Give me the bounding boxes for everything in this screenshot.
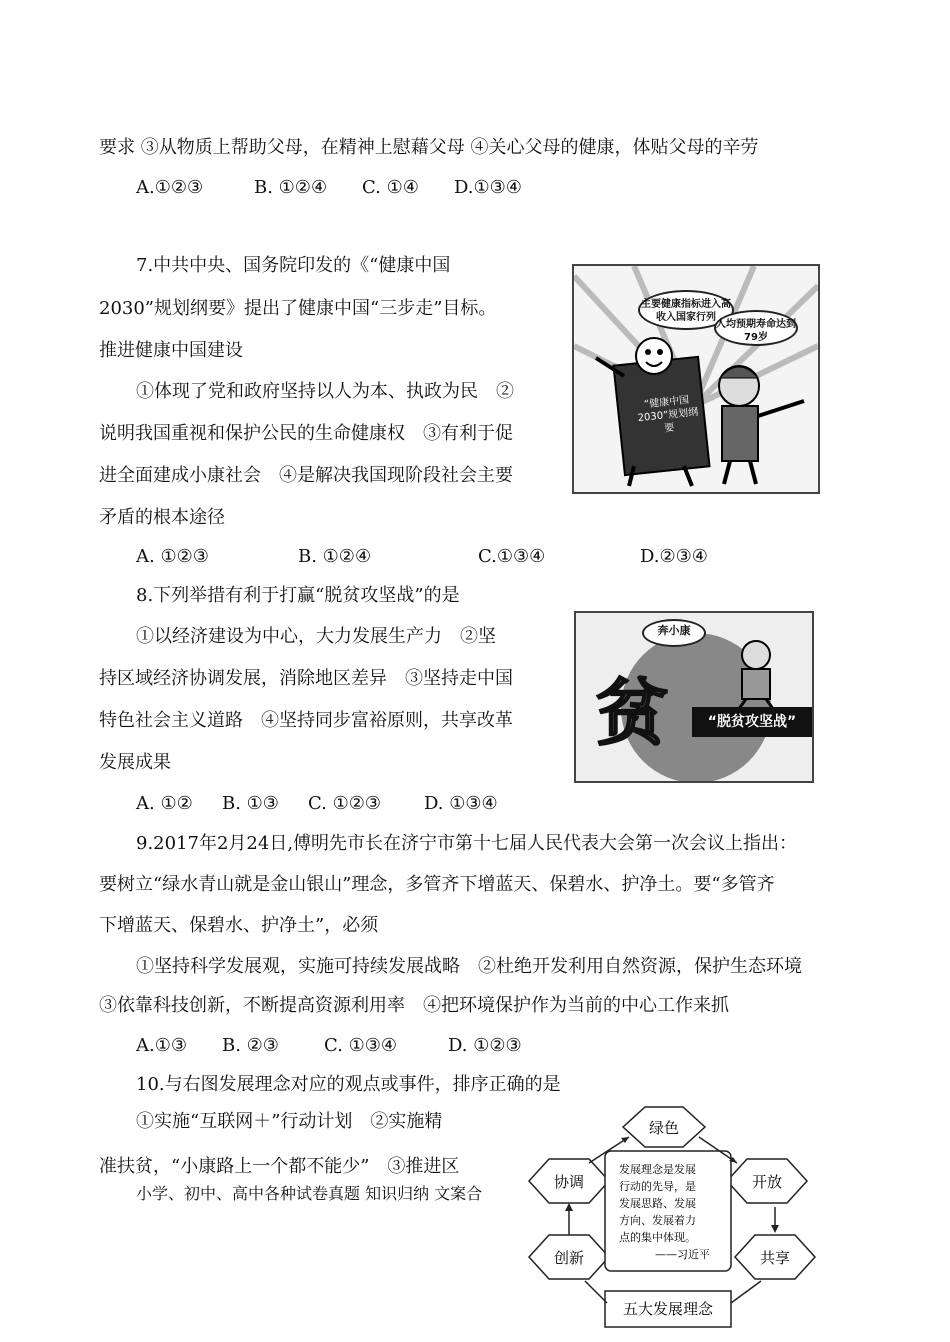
q9-stem-line: 下增蓝天、保碧水、护净土”，必须 xyxy=(99,915,379,936)
q7-options xyxy=(136,545,708,569)
q7-statement-line: ①体现了党和政府坚持以人为本、执政为民 ② xyxy=(136,381,514,402)
q9-option-c: C. ①③④ xyxy=(324,1035,397,1056)
q10-statement-line: 准扶贫，“小康路上一个都不能少” ③推进区 xyxy=(99,1156,460,1177)
q9-option-d: D. ①②③ xyxy=(448,1035,522,1056)
q8-statement-line: ①以经济建设为中心，大力发展生产力 ②坚 xyxy=(136,626,496,647)
q10-stem-line: 10.与右图发展理念对应的观点或事件，排序正确的是 xyxy=(136,1074,561,1095)
q7-statement-line: 说明我国重视和保护公民的生命健康权 ③有利于促 xyxy=(99,423,513,444)
five-development-concepts-diagram xyxy=(525,1103,825,1339)
q6-option-d: D.①③④ xyxy=(454,177,522,198)
q8-statement-line: 特色社会主义道路 ④坚持同步富裕原则，共享改革 xyxy=(99,710,513,731)
q9-option-a: A.①③ xyxy=(136,1035,187,1056)
q7-stem-line: 2030”规划纲要》提出了健康中国“三步走”目标。 xyxy=(99,298,497,319)
q9-stem-line: 要树立“绿水青山就是金山银山”理念，多管齐下增蓝天、保碧水、护净土。要“多管齐 xyxy=(99,874,775,895)
center-quote-line: 方向、发展着力 xyxy=(619,1214,696,1227)
bottom-label: 五大发展理念 xyxy=(622,1300,714,1318)
q7-stem-line: 推进健康中国建设 xyxy=(99,340,243,361)
hex-coordination-label: 协调 xyxy=(553,1173,585,1191)
q8-cartoon xyxy=(574,611,814,783)
center-quote-attribution: ——习近平 xyxy=(655,1248,710,1261)
q7-stem-line: 7.中共中央、国务院印发的《“健康中国 xyxy=(136,255,451,276)
center-quote-line: 点的集中体现。 xyxy=(619,1231,696,1244)
center-quote-line: 行动的先导，是 xyxy=(619,1180,696,1193)
q8-big-char: 贫 xyxy=(596,671,669,755)
q7-option-d: D.②③④ xyxy=(640,546,708,567)
q9-options xyxy=(136,1034,522,1058)
q8-option-b: B. ①③ xyxy=(222,793,279,814)
q7-cartoon xyxy=(572,264,820,494)
q6-option-a: A.①②③ xyxy=(136,177,204,198)
center-quote-line: 发展理念是发展 xyxy=(619,1163,696,1176)
q6-option-c: C. ①④ xyxy=(362,177,419,198)
q10-statement-line: ①实施“互联网＋”行动计划 ②实施精 xyxy=(136,1111,443,1132)
q6-option-b: B. ①②④ xyxy=(254,177,328,198)
q9-statement-line: ③依靠科技创新，不断提高资源利用率 ④把环境保护作为当前的中心工作来抓 xyxy=(99,995,729,1016)
hex-openness-label: 开放 xyxy=(751,1173,783,1191)
hex-sharing-label: 共享 xyxy=(759,1249,791,1267)
q8-stem-line: 8.下列举措有利于打赢“脱贫攻坚战”的是 xyxy=(136,585,460,606)
q7-option-a: A. ①②③ xyxy=(136,546,209,567)
q8-option-c: C. ①②③ xyxy=(308,793,381,814)
q7-option-b: B. ①②④ xyxy=(298,546,372,567)
hex-innovation-label: 创新 xyxy=(553,1249,585,1267)
q8-option-a: A. ①② xyxy=(136,793,193,814)
q8-statement-line: 发展成果 xyxy=(99,752,171,773)
q7-book-title: “健康中国2030”规划纲要 xyxy=(637,394,699,435)
footer-watermark-text: 小学、初中、高中各种试卷真题 知识归纳 文案合 xyxy=(136,1184,483,1203)
q9-statement-line: ①坚持科学发展观，实施可持续发展战略 ②杜绝开发利用自然资源，保护生态环境 xyxy=(136,956,802,977)
q7-bubble-health-indicators: 主要健康指标进入高收入国家行列 xyxy=(638,290,734,330)
q9-option-b: B. ②③ xyxy=(222,1035,279,1056)
hex-green-label: 绿色 xyxy=(648,1119,680,1137)
q7-option-c: C.①③④ xyxy=(478,546,546,567)
q7-statement-line: 矛盾的根本途径 xyxy=(99,507,225,528)
q8-options xyxy=(136,792,498,816)
q7-statement-line: 进全面建成小康社会 ④是解决我国现阶段社会主要 xyxy=(99,465,513,486)
q8-bubble: 奔小康 xyxy=(642,619,706,647)
q7-bubble-life-expectancy: 人均预期寿命达到79岁 xyxy=(714,310,798,346)
q9-stem-line: 9.2017年2月24日,傅明先市长在济宁市第十七届人民代表大会第一次会议上指出： xyxy=(136,833,798,854)
q8-option-d: D. ①③④ xyxy=(424,793,498,814)
q6-text-line: 要求 ③从物质上帮助父母，在精神上慰藉父母 ④关心父母的健康，体贴父母的辛劳 xyxy=(99,137,759,158)
q8-statement-line: 持区域经济协调发展，消除地区差异 ③坚持走中国 xyxy=(99,668,513,689)
center-quote-line: 发展思路、发展 xyxy=(619,1197,696,1210)
q6-options xyxy=(136,176,522,200)
q8-banner: “脱贫攻坚战” xyxy=(692,707,812,737)
